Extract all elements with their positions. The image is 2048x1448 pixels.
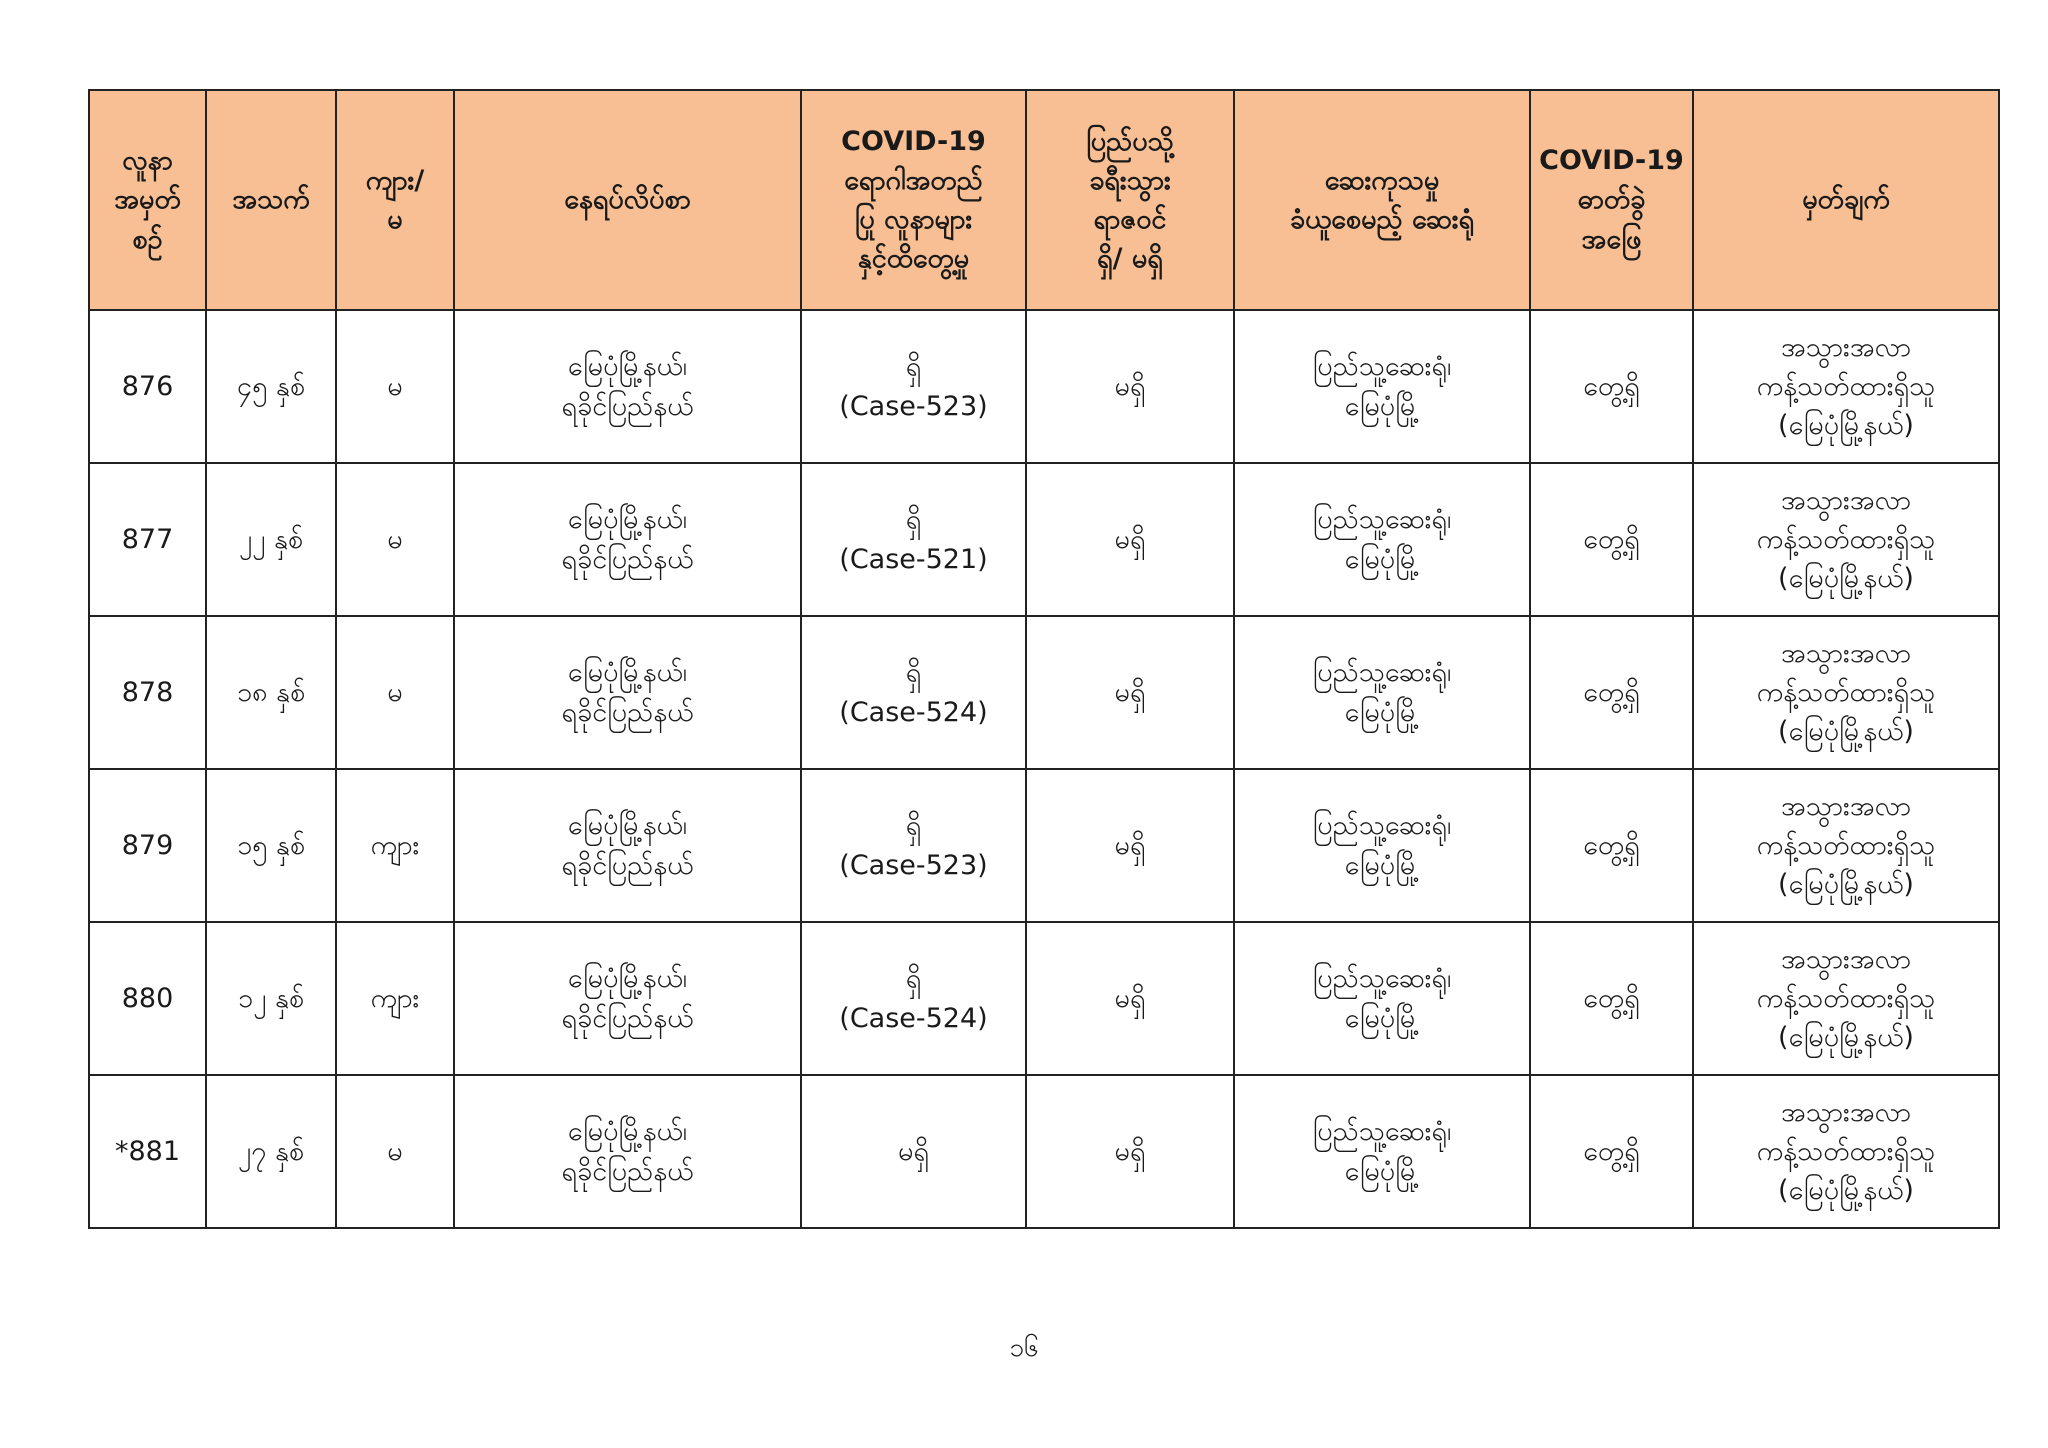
table-row bbox=[89, 616, 1999, 769]
hospital-cell-line: ပြည်သူ့ဆေးရုံ၊ bbox=[1312, 810, 1452, 842]
contact-cell-line: ရှိ bbox=[905, 810, 922, 842]
travel-history-cell: မရှိ bbox=[1026, 922, 1234, 1075]
remark-cell-line: အသွားအလာ bbox=[1780, 637, 1912, 669]
patient-no-cell: 879 bbox=[89, 769, 206, 922]
remark-header-line: မှတ်ချက် bbox=[1802, 184, 1890, 216]
hospital-cell-line: မြေပုံမြို့ bbox=[1344, 696, 1420, 728]
remark-cell-line: အသွားအလာ bbox=[1780, 331, 1912, 363]
address-cell bbox=[454, 1075, 801, 1228]
contact-header-line: COVID-19 bbox=[841, 125, 986, 157]
hospital-cell-line: မြေပုံမြို့ bbox=[1344, 1002, 1420, 1034]
remark-cell-line: အသွားအလာ bbox=[1780, 1096, 1912, 1128]
contact-cell-line: ရှိ bbox=[905, 657, 922, 689]
contact-cell-line: (Case-523) bbox=[839, 390, 988, 422]
age-cell: ၁၅ နှစ် bbox=[206, 769, 336, 922]
remark-header bbox=[1693, 90, 1999, 310]
hospital-cell bbox=[1234, 310, 1530, 463]
age-header-line: အသက် bbox=[232, 184, 310, 216]
patient-no-header bbox=[89, 90, 206, 310]
contact-cell-line: (Case-523) bbox=[839, 849, 988, 881]
patient-no-cell: 876 bbox=[89, 310, 206, 463]
contact-cell-line: (Case-521) bbox=[839, 543, 988, 575]
table-row bbox=[89, 463, 1999, 616]
address-cell bbox=[454, 922, 801, 1075]
age-cell: ၂၂ နှစ် bbox=[206, 463, 336, 616]
travel-history-header-line: ရှိ/ မရှိ bbox=[1097, 243, 1163, 275]
contact-header-line: နှင့်ထိတွေ့မှု bbox=[857, 243, 970, 275]
lab-result-header-line: ဓာတ်ခွဲ bbox=[1577, 184, 1646, 216]
contact-cell-line: မရှိ bbox=[898, 1135, 929, 1167]
address-cell-line: ရခိုင်ပြည်နယ် bbox=[561, 1155, 694, 1187]
remark-cell bbox=[1693, 769, 1999, 922]
hospital-cell-line: ပြည်သူ့ဆေးရုံ၊ bbox=[1312, 351, 1452, 383]
address-cell bbox=[454, 616, 801, 769]
remark-cell-line: ကန့်သတ်ထားရှိသူ bbox=[1756, 1135, 1936, 1167]
contact-header bbox=[801, 90, 1026, 310]
table-row bbox=[89, 922, 1999, 1075]
patient-no-header-line: အမှတ် bbox=[114, 184, 181, 216]
address-cell-line: ရခိုင်ပြည်နယ် bbox=[561, 390, 694, 422]
travel-history-cell: မရှိ bbox=[1026, 769, 1234, 922]
hospital-cell-line: မြေပုံမြို့ bbox=[1344, 1155, 1420, 1187]
sex-cell: ကျား bbox=[336, 769, 454, 922]
hospital-cell-line: မြေပုံမြို့ bbox=[1344, 543, 1420, 575]
travel-history-header-line: ပြည်ပသို့ bbox=[1086, 125, 1174, 157]
lab-result-cell: တွေ့ရှိ bbox=[1530, 1075, 1693, 1228]
address-header bbox=[454, 90, 801, 310]
address-cell-line: မြေပုံမြို့နယ်၊ bbox=[567, 963, 688, 995]
hospital-cell bbox=[1234, 1075, 1530, 1228]
patient-no-cell: 878 bbox=[89, 616, 206, 769]
table-row bbox=[89, 769, 1999, 922]
page-number: ၁၆ bbox=[1009, 1333, 1039, 1363]
address-cell-line: မြေပုံမြို့နယ်၊ bbox=[567, 657, 688, 689]
address-cell-line: မြေပုံမြို့နယ်၊ bbox=[567, 351, 688, 383]
table-row bbox=[89, 310, 1999, 463]
remark-cell-line: ကန့်သတ်ထားရှိသူ bbox=[1756, 676, 1936, 708]
lab-result-header bbox=[1530, 90, 1693, 310]
sex-cell: မ bbox=[336, 310, 454, 463]
hospital-header-line: ဆေးကုသမှု bbox=[1324, 164, 1440, 196]
lab-result-header-line: COVID-19 bbox=[1539, 145, 1684, 177]
contact-cell bbox=[801, 310, 1026, 463]
address-cell bbox=[454, 769, 801, 922]
remark-cell-line: အသွားအလာ bbox=[1780, 790, 1912, 822]
contact-cell bbox=[801, 1075, 1026, 1228]
remark-cell-line: (မြေပုံမြို့နယ်) bbox=[1778, 563, 1914, 595]
sex-cell: ကျား bbox=[336, 922, 454, 1075]
lab-result-cell: တွေ့ရှိ bbox=[1530, 769, 1693, 922]
travel-history-header-line: ရာဇဝင် bbox=[1093, 204, 1167, 235]
hospital-cell bbox=[1234, 463, 1530, 616]
address-cell-line: ရခိုင်ပြည်နယ် bbox=[561, 849, 694, 881]
travel-history-header bbox=[1026, 90, 1234, 310]
remark-cell bbox=[1693, 463, 1999, 616]
header-row bbox=[89, 90, 1999, 310]
hospital-header bbox=[1234, 90, 1530, 310]
remark-cell-line: အသွားအလာ bbox=[1780, 484, 1912, 516]
address-cell-line: ရခိုင်ပြည်နယ် bbox=[561, 696, 694, 728]
hospital-header-line: ခံယူစေမည့် ဆေးရုံ bbox=[1289, 204, 1475, 235]
contact-cell-line: (Case-524) bbox=[839, 1002, 988, 1034]
sex-cell: မ bbox=[336, 463, 454, 616]
lab-result-cell: တွေ့ရှိ bbox=[1530, 616, 1693, 769]
patient-no-cell: 877 bbox=[89, 463, 206, 616]
remark-cell-line: (မြေပုံမြို့နယ်) bbox=[1778, 716, 1914, 748]
hospital-cell-line: ပြည်သူ့ဆေးရုံ၊ bbox=[1312, 1116, 1452, 1148]
contact-cell-line: (Case-524) bbox=[839, 696, 988, 728]
sex-header bbox=[336, 90, 454, 310]
patient-no-cell: *881 bbox=[89, 1075, 206, 1228]
table-header bbox=[89, 90, 1999, 310]
age-cell: ၁၈ နှစ် bbox=[206, 616, 336, 769]
travel-history-cell: မရှိ bbox=[1026, 310, 1234, 463]
address-cell-line: မြေပုံမြို့နယ်၊ bbox=[567, 1116, 688, 1148]
remark-cell-line: (မြေပုံမြို့နယ်) bbox=[1778, 1175, 1914, 1207]
remark-cell-line: (မြေပုံမြို့နယ်) bbox=[1778, 869, 1914, 901]
contact-cell bbox=[801, 922, 1026, 1075]
contact-header-line: ရောဂါအတည် bbox=[844, 164, 983, 196]
address-cell bbox=[454, 463, 801, 616]
age-cell: ၁၂ နှစ် bbox=[206, 922, 336, 1075]
hospital-cell-line: ပြည်သူ့ဆေးရုံ၊ bbox=[1312, 963, 1452, 995]
contact-header-line: ပြု လူနာများ bbox=[854, 204, 973, 235]
remark-cell-line: ကန့်သတ်ထားရှိသူ bbox=[1756, 523, 1936, 555]
age-header bbox=[206, 90, 336, 310]
sex-cell: မ bbox=[336, 616, 454, 769]
hospital-cell-line: မြေပုံမြို့ bbox=[1344, 849, 1420, 881]
sex-cell: မ bbox=[336, 1075, 454, 1228]
remark-cell bbox=[1693, 616, 1999, 769]
hospital-cell bbox=[1234, 616, 1530, 769]
contact-cell bbox=[801, 463, 1026, 616]
age-cell: ၄၅ နှစ် bbox=[206, 310, 336, 463]
covid-case-table bbox=[88, 89, 2000, 1229]
lab-result-header-line: အဖြေ bbox=[1581, 223, 1642, 255]
patient-no-header-line: စဉ် bbox=[132, 223, 163, 255]
remark-cell-line: ကန့်သတ်ထားရှိသူ bbox=[1756, 370, 1936, 402]
table-row bbox=[89, 1075, 1999, 1228]
patient-no-cell: 880 bbox=[89, 922, 206, 1075]
lab-result-cell: တွေ့ရှိ bbox=[1530, 922, 1693, 1075]
remark-cell-line: (မြေပုံမြို့နယ်) bbox=[1778, 410, 1914, 442]
sex-header-line: ကျား/ bbox=[365, 164, 425, 196]
address-header-line: နေရပ်လိပ်စာ bbox=[564, 184, 691, 216]
remark-cell-line: (မြေပုံမြို့နယ်) bbox=[1778, 1022, 1914, 1054]
hospital-cell bbox=[1234, 922, 1530, 1075]
remark-cell-line: အသွားအလာ bbox=[1780, 943, 1912, 975]
travel-history-header-line: ခရီးသွား bbox=[1089, 164, 1171, 196]
contact-cell-line: ရှိ bbox=[905, 963, 922, 995]
contact-cell bbox=[801, 769, 1026, 922]
remark-cell bbox=[1693, 310, 1999, 463]
hospital-cell-line: ပြည်သူ့ဆေးရုံ၊ bbox=[1312, 504, 1452, 536]
address-cell-line: မြေပုံမြို့နယ်၊ bbox=[567, 810, 688, 842]
hospital-cell-line: ပြည်သူ့ဆေးရုံ၊ bbox=[1312, 657, 1452, 689]
remark-cell-line: ကန့်သတ်ထားရှိသူ bbox=[1756, 829, 1936, 861]
travel-history-cell: မရှိ bbox=[1026, 616, 1234, 769]
patient-no-header-line: လူနာ bbox=[122, 145, 173, 177]
remark-cell bbox=[1693, 1075, 1999, 1228]
address-cell-line: မြေပုံမြို့နယ်၊ bbox=[567, 504, 688, 536]
hospital-cell-line: မြေပုံမြို့ bbox=[1344, 390, 1420, 422]
table-body bbox=[89, 310, 1999, 1228]
address-cell-line: ရခိုင်ပြည်နယ် bbox=[561, 543, 694, 575]
address-cell-line: ရခိုင်ပြည်နယ် bbox=[561, 1002, 694, 1034]
hospital-cell bbox=[1234, 769, 1530, 922]
remark-cell bbox=[1693, 922, 1999, 1075]
sex-header-line: မ bbox=[387, 204, 403, 235]
contact-cell-line: ရှိ bbox=[905, 504, 922, 536]
age-cell: ၂၇ နှစ် bbox=[206, 1075, 336, 1228]
remark-cell-line: ကန့်သတ်ထားရှိသူ bbox=[1756, 982, 1936, 1014]
address-cell bbox=[454, 310, 801, 463]
contact-cell bbox=[801, 616, 1026, 769]
travel-history-cell: မရှိ bbox=[1026, 463, 1234, 616]
contact-cell-line: ရှိ bbox=[905, 351, 922, 383]
lab-result-cell: တွေ့ရှိ bbox=[1530, 310, 1693, 463]
lab-result-cell: တွေ့ရှိ bbox=[1530, 463, 1693, 616]
travel-history-cell: မရှိ bbox=[1026, 1075, 1234, 1228]
